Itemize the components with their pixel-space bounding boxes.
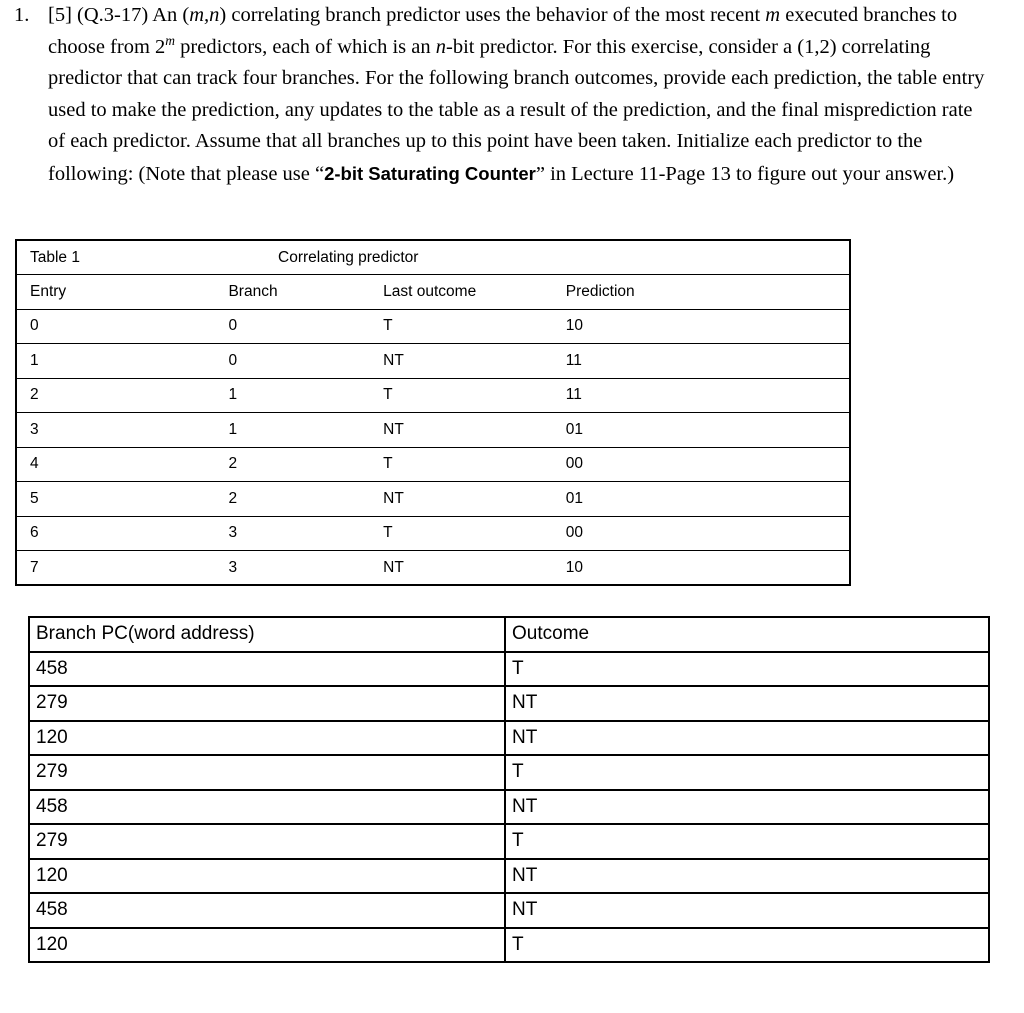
- table-row: [16, 482, 850, 517]
- table-row: [29, 721, 989, 756]
- cell-outcome: NT: [505, 790, 989, 825]
- question-text-4: predictors, each of which is an: [175, 35, 436, 58]
- cell-outcome: NT: [505, 893, 989, 928]
- cell-branch: 0: [215, 344, 370, 379]
- table-row: [29, 652, 989, 687]
- table-1-header-branch: Branch: [215, 275, 370, 310]
- cell-prediction: 00: [553, 447, 850, 482]
- cell-prediction: 01: [553, 413, 850, 448]
- table-row: [29, 790, 989, 825]
- cell-entry: 2: [16, 378, 215, 413]
- table-row: [29, 755, 989, 790]
- question-text-6: ” in Lecture 11-Page 13 to figure out your answer.): [535, 162, 955, 185]
- cell-branch: 0: [215, 309, 370, 344]
- cell-entry: 4: [16, 447, 215, 482]
- variable-n: n: [435, 35, 446, 58]
- cell-branch: 2: [215, 482, 370, 517]
- cell-outcome: T: [505, 928, 989, 963]
- cell-branch-pc: 279: [29, 686, 505, 721]
- cell-last-outcome: NT: [370, 551, 553, 586]
- cell-branch: 1: [215, 413, 370, 448]
- branch-outcomes-table: [28, 616, 990, 963]
- cell-outcome: T: [505, 824, 989, 859]
- cell-last-outcome: T: [370, 447, 553, 482]
- cell-last-outcome: NT: [370, 413, 553, 448]
- table-row: [16, 551, 850, 586]
- cell-branch: 3: [215, 551, 370, 586]
- question-block: [0, 0, 1024, 190]
- correlating-predictor-table: [15, 239, 851, 586]
- table-row: [29, 686, 989, 721]
- table-2-header-branch-pc: Branch PC(word address): [29, 617, 505, 652]
- cell-entry: 3: [16, 413, 215, 448]
- cell-outcome: NT: [505, 859, 989, 894]
- cell-outcome: T: [505, 652, 989, 687]
- question-text-5: -bit predictor. For this exercise, consider a (1,2) correlating predictor that can track four branches. For the following branch outcomes, provide each prediction, the table entry used to make the prediction, any updates to the table as a result of the prediction, and the final misprediction rate of each predictor. Assume that all branches up to this point have been taken. Initialize each predictor to the following: (Note that please use “: [48, 35, 985, 185]
- cell-entry: 5: [16, 482, 215, 517]
- cell-entry: 7: [16, 551, 215, 586]
- cell-branch-pc: 458: [29, 790, 505, 825]
- question-ref: (Q.3-17): [77, 4, 149, 26]
- question-number: 1.: [14, 4, 30, 26]
- cell-prediction: 00: [553, 516, 850, 551]
- cell-prediction: 10: [553, 551, 850, 586]
- table-1-caption-cell: [16, 240, 850, 275]
- cell-last-outcome: NT: [370, 344, 553, 379]
- cell-branch-pc: 458: [29, 893, 505, 928]
- table-row: [16, 413, 850, 448]
- cell-branch-pc: 120: [29, 859, 505, 894]
- cell-outcome: NT: [505, 686, 989, 721]
- table-1-header-prediction: Prediction: [553, 275, 850, 310]
- table-row: [29, 859, 989, 894]
- table-row: [16, 378, 850, 413]
- table-1-header-row: [16, 275, 850, 310]
- table-2-body: [29, 617, 989, 962]
- cell-prediction: 11: [553, 344, 850, 379]
- cell-branch-pc: 120: [29, 721, 505, 756]
- question-body: [48, 0, 1024, 190]
- cell-last-outcome: T: [370, 516, 553, 551]
- question-text-3: executed branches to choose from 2: [48, 4, 958, 58]
- table-row: [16, 447, 850, 482]
- table-row: [16, 344, 850, 379]
- cell-outcome: T: [505, 755, 989, 790]
- cell-branch-pc: 279: [29, 824, 505, 859]
- question-text-1: An (: [152, 4, 190, 26]
- table-row: [16, 309, 850, 344]
- table-1-caption-title: Correlating predictor: [278, 248, 419, 266]
- cell-branch: 2: [215, 447, 370, 482]
- cell-last-outcome: T: [370, 378, 553, 413]
- question-text-2: ) correlating branch predictor uses the behavior of the most recent: [219, 4, 766, 26]
- table-1-body: [16, 240, 850, 585]
- table-2-header-outcome: Outcome: [505, 617, 989, 652]
- table-1-header-last-outcome: Last outcome: [370, 275, 553, 310]
- table-row: [16, 516, 850, 551]
- cell-branch-pc: 458: [29, 652, 505, 687]
- cell-entry: 6: [16, 516, 215, 551]
- question-marks: [5]: [48, 4, 72, 26]
- table-1-header-entry: Entry: [16, 275, 215, 310]
- cell-prediction: 11: [553, 378, 850, 413]
- table-row: [29, 824, 989, 859]
- cell-last-outcome: T: [370, 309, 553, 344]
- table-caption-row: [16, 240, 850, 275]
- table-row: [29, 893, 989, 928]
- question-row: [0, 0, 1024, 190]
- cell-outcome: NT: [505, 721, 989, 756]
- cell-branch-pc: 120: [29, 928, 505, 963]
- cell-prediction: 01: [553, 482, 850, 517]
- table-2-header-row: [29, 617, 989, 652]
- cell-branch: 3: [215, 516, 370, 551]
- cell-entry: 0: [16, 309, 215, 344]
- cell-last-outcome: NT: [370, 482, 553, 517]
- bold-term-saturating-counter: 2-bit Saturating Counter: [324, 162, 536, 184]
- cell-branch-pc: 279: [29, 755, 505, 790]
- cell-branch: 1: [215, 378, 370, 413]
- table-row: [29, 928, 989, 963]
- variable-m: m: [765, 4, 781, 26]
- exponent-m: m: [165, 32, 176, 48]
- cell-entry: 1: [16, 344, 215, 379]
- cell-prediction: 10: [553, 309, 850, 344]
- variable-mn: m,n: [189, 4, 220, 26]
- table-1-caption-label: Table 1: [30, 248, 80, 266]
